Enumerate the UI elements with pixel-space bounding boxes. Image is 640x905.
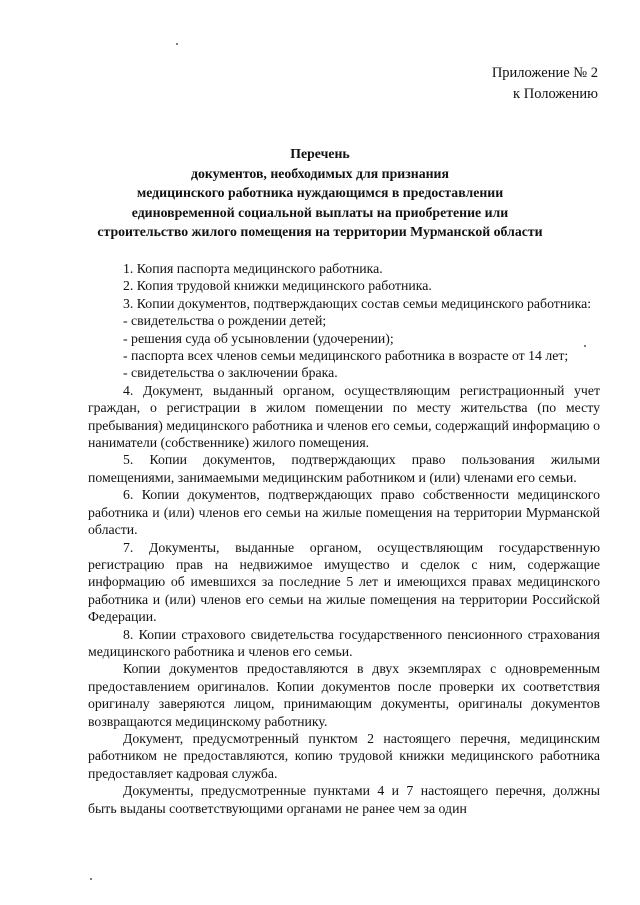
heading-line: документов, необходимых для признания — [191, 165, 449, 181]
list-item: 2. Копия трудовой книжки медицинского работника. — [123, 278, 432, 294]
list-item: 4. Документ, выданный органом, осуществляющим регистрационный учет граждан, о регистрации в жилом помещении по месту жительства (по месту пребывания) медицинского работника и членов его семьи, содержащий информацию о наниматели (собственнике) жилого помещения. — [88, 382, 600, 451]
appendix-regulation: к Положению — [513, 86, 598, 102]
sub-item: - паспорта всех членов семьи медицинского работника в возрасте от 14 лет; — [123, 348, 569, 364]
list-item: 7. Документы, выданные органом, осуществляющим государственную регистрацию прав на недвижимое имущество и сделок с ним, содержащие информацию об имевшихся за последние 5 лет и имеющихся правах медицинского работника и (или) членов его семьи на жилые помещения на территории Российской Федерации. — [88, 539, 600, 625]
document-body — [88, 260, 600, 817]
list-item: 3. Копии документов, подтверждающих состав семьи медицинского работника: — [123, 295, 592, 311]
heading-line: Перечень — [290, 146, 350, 161]
list-item: 6. Копии документов, подтверждающих право собственности медицинского работника и (или) членов его семьи на жилые помещения на территории Мурманской области. — [88, 487, 600, 538]
list-item: 8. Копии страхового свидетельства государственного пенсионного страхования медицинского работника и членов его семьи. — [88, 626, 600, 659]
scan-speck — [176, 43, 178, 45]
note-paragraph: Документ, предусмотренный пунктом 2 настоящего перечня, медицинским работником не предоставляются, копию трудовой книжки медицинского работника предоставляет кадровая служба. — [88, 730, 600, 781]
heading-line: медицинского работника нуждающимся в предоставлении — [136, 185, 504, 200]
note-paragraph: Документы, предусмотренные пунктами 4 и 7 настоящего перечня, должны быть выданы соответствующими органами не ранее чем за один — [88, 783, 600, 816]
sub-item: - свидетельства о рождении детей; — [123, 313, 327, 329]
appendix-reference — [492, 63, 598, 105]
heading-line: строительство жилого помещения на территории Мурманской области — [97, 224, 543, 239]
sub-item: - свидетельства о заключении брака. — [123, 365, 338, 381]
sub-item: - решения суда об усыновлении (удочерении); — [123, 330, 394, 346]
scan-speck — [584, 345, 586, 347]
note-paragraph: Копии документов предоставляются в двух экземплярах с одновременным предоставлением оригиналов. Копии документов после проверки их соответствия оригиналу заверяются лицом, принимающим документы, оригиналы документов возвращаются медицинскому работнику. — [88, 661, 600, 729]
appendix-number: Приложение № 2 — [491, 65, 598, 81]
document-heading — [40, 144, 600, 242]
list-item: 5. Копии документов, подтверждающих право пользования жилыми помещениями, занимаемыми медицинским работником и (или) членами его семьи. — [88, 452, 600, 485]
list-item: 1. Копия паспорта медицинского работника. — [123, 261, 383, 276]
heading-line: единовременной социальной выплаты на приобретение или — [131, 204, 509, 220]
scan-speck — [90, 878, 92, 880]
